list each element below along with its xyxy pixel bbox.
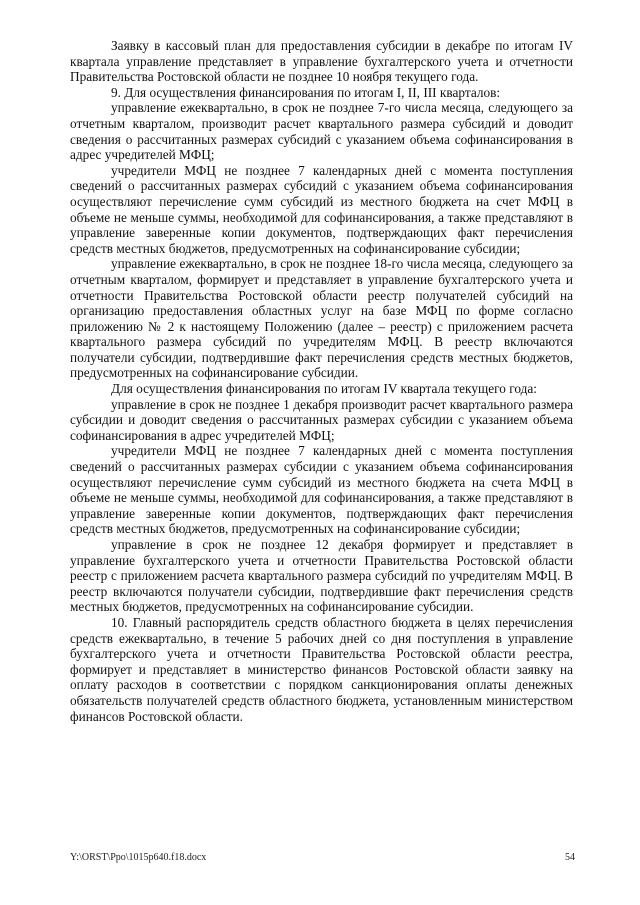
paragraph: управление ежеквартально, в срок не позднее 18-го числа месяца, следующего за отчетным кварталом, формирует и представляет в управление бухгалтерского учета и отчетности Правительства Ростовской области реестр получателей субсидий на организацию предоставления областных услуг на базе МФЦ по форме согласно приложению № 2 к настоящему Положению (далее – реестр) с приложением расчета квартального размера субсидий по учредителям МФЦ. В реестр включаются получатели субсидии, подтвердившие факт перечисления средств местных бюджетов, предусмотренных на софинансирование субсидии. [70,256,573,381]
paragraph: Заявку в кассовый план для предоставления субсидии в декабре по итогам IV квартала управление представляет в управление бухгалтерского учета и отчетности Правительства Ростовской области не позднее 10 ноября текущего года. [70,38,573,85]
paragraph: управление в срок не позднее 1 декабря производит расчет квартального размера субсидии и доводит сведения о рассчитанных размерах субсидии с указанием объема софинансирования в адрес учредителей МФЦ; [70,396,573,443]
page-number: 54 [565,852,575,863]
footer-file-path: Y:\ORST\Ppo\1015p640.f18.docx [70,852,207,863]
document-body [70,38,573,724]
paragraph: Для осуществления финансирования по итогам IV квартала текущего года: [111,381,537,397]
page-footer [70,852,575,864]
paragraph: управление ежеквартально, в срок не позднее 7-го числа месяца, следующего за отчетным кварталом, производит расчет квартального размера субсидий и доводит сведения о рассчитанных размерах субсидий с указанием объема софинансирования в адрес учредителей МФЦ; [70,100,573,163]
paragraph: управление в срок не позднее 12 декабря формирует и представляет в управление бухгалтерского учета и отчетности Правительства Ростовской области реестр с приложением расчета квартального размера субсидий по учредителям МФЦ. В реестр включаются получатели субсидии, подтвердившие факт перечисления средств местных бюджетов, предусмотренных на софинансирование субсидии. [70,537,573,615]
paragraph: учредители МФЦ не позднее 7 календарных дней с момента поступления сведений о рассчитанных размерах субсидий с указанием объема софинансирования осуществляют перечисление сумм субсидий из местного бюджета на счет МФЦ в объеме не меньше суммы, необходимой для софинансирования, а также представляют в управление заверенные копии документов, подтверждающих факт перечисления средств местных бюджетов, предусмотренных на софинансирование субсидии; [70,162,573,256]
paragraph: учредители МФЦ не позднее 7 календарных дней с момента поступления сведений о рассчитанных размерах субсидии с указанием объема софинансирования осуществляют перечисление сумм субсидий из местного бюджета на счета МФЦ в объеме не меньше суммы, необходимой для софинансирования, а также представляют в управление заверенные копии документов, подтверждающих факт перечисления средств местных бюджетов, предусмотренных на софинансирование субсидии; [70,443,573,537]
paragraph: 10. Главный распорядитель средств областного бюджета в целях перечисления средств ежеквартально, в течение 5 рабочих дней со дня поступления в управление бухгалтерского учета и отчетности Правительства Ростовской области реестра, формирует и представляет в министерство финансов Ростовской области заявку на оплату расходов в соответствии с порядком санкционирования оплаты денежных обязательств получателей средств областного бюджета, установленным министерством финансов Ростовской области. [70,614,573,724]
paragraph: 9. Для осуществления финансирования по итогам I, II, III кварталов: [111,84,501,100]
